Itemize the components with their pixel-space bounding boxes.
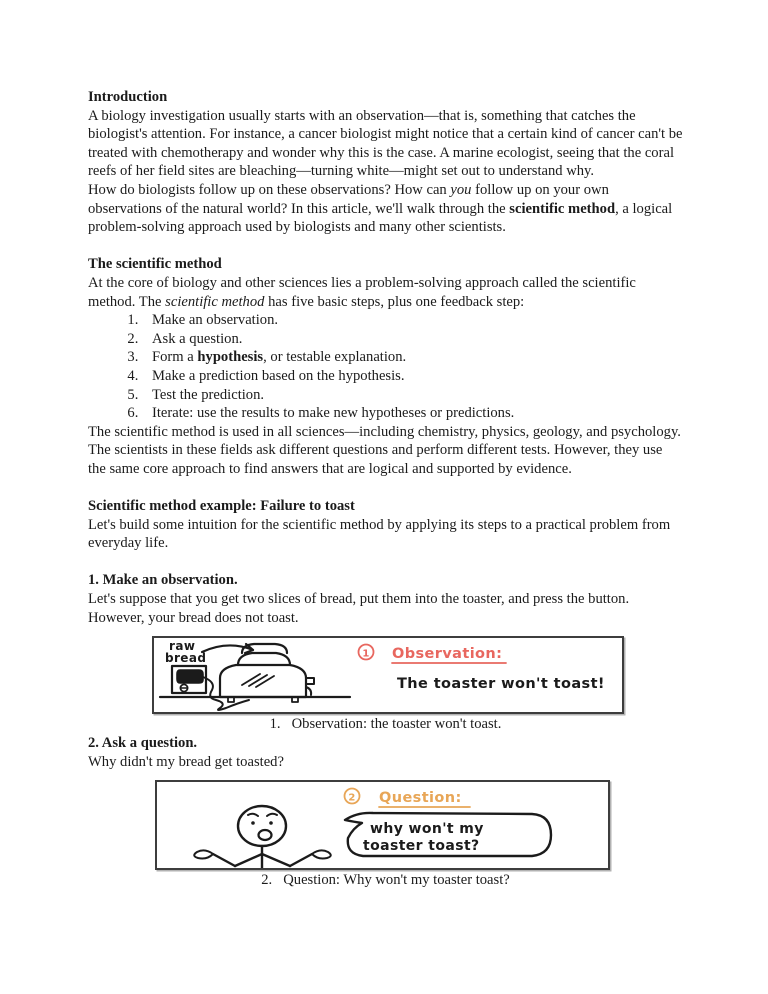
spacer [88,237,683,256]
caption-text: Question: Why won't my toaster toast? [283,872,510,889]
figure-observation-wrapper [88,636,683,714]
paragraph-intro-2: How do biologists follow up on these observations? How can you follow up on your own observations of the natural world? In this article, we'll walk through the scientific method, a logical problem-solving approach used by biologists and many other scientists. [88,181,673,236]
observation-label: Observation: [392,646,503,663]
emphasis-method-italic: scientific method [165,293,265,310]
emphasis-scientific-method: scientific method [509,200,616,217]
paragraph-example-intro: Let's build some intuition for the scientific method by applying its steps to a practical problem from everyday life. [88,516,671,552]
figure-question-wrapper [88,780,683,870]
figure-question [155,780,610,870]
spacer [88,478,683,497]
step-item: 5. Test the prediction. [142,386,683,405]
circled-number-2: 2 [348,792,356,804]
drawing-label-raw: raw [169,639,196,654]
paragraph-step-1: Let's suppose that you get two slices of bread, put them into the toaster, and press the button. However, your bread does not toast. [88,591,630,626]
caption-item [88,870,683,890]
heading-introduction: Introduction [88,89,168,105]
bubble-text-line-1: why won't my [370,821,484,838]
observation-label-group [359,645,507,664]
stick-figure-illustration [157,782,608,868]
caption-number: 1. [269,716,281,733]
figure-observation-caption [88,714,683,734]
scientific-method-steps [88,311,683,423]
heading-step-2: 2. Ask a question. [88,735,198,752]
heading-example: Scientific method example: Failure to toast [88,498,355,515]
spacer [88,627,683,636]
caption-item [88,714,683,734]
figure-observation [152,636,624,714]
step-item: 1. Make an observation. [142,311,683,330]
heading-the-scientific-method: The scientific method [88,256,222,273]
toaster-illustration [154,638,622,712]
step-item: 3. Form a hypothesis, or testable explanation. [142,348,683,367]
step-item: 4. Make a prediction based on the hypothesis. [142,367,683,386]
spacer [88,553,683,572]
figure-question-caption [88,870,683,890]
question-label: Question: [379,790,462,807]
bubble-text-line-2: toaster toast? [363,838,480,855]
caption-text: Observation: the toaster won't toast. [291,716,502,733]
paragraph-method-intro: At the core of biology and other sciences lies a problem-solving approach called the scientific method. The scientific method has five basic steps, plus one feedback step: [88,274,636,310]
caption-number: 2. [261,872,273,889]
paragraph-step-2: Why didn't my bread get toasted? [88,753,284,770]
step-item: 6. Iterate: use the results to make new hypotheses or predictions. [142,404,683,423]
heading-step-1: 1. Make an observation. [88,572,238,589]
paragraph-method-closing: The scientific method is used in all sciences—including chemistry, physics, geology, and psychology. The scientists in these fields ask different questions and perform different tests. However, they use the same core approach to find answers that are logical and supported by evidence. [88,423,681,477]
question-label-group [345,789,471,808]
paragraph-intro-1 [88,107,683,181]
drawing-label-bread: bread [165,651,207,666]
emphasis-you: you [450,181,472,198]
stick-figure [194,806,331,868]
spacer [88,771,683,780]
circled-number-1: 1 [362,648,370,660]
observation-hand-text: The toaster won't toast! [397,676,605,693]
paragraph-intro-1-text: A biology investigation usually starts with an observation—that is, something that catches the biologist's attention. For instance, a cancer biologist might notice that a certain kind of cancer can't be treated with chemotherapy and wonder why this is the case. A marine ecologist, seeing that the coral reefs of her field sites are bleaching—turning white—might set out to understand why. [88,107,683,180]
emphasis-hypothesis: hypothesis [197,349,264,366]
document-body [88,88,683,890]
step-item: 2. Ask a question. [142,330,683,349]
